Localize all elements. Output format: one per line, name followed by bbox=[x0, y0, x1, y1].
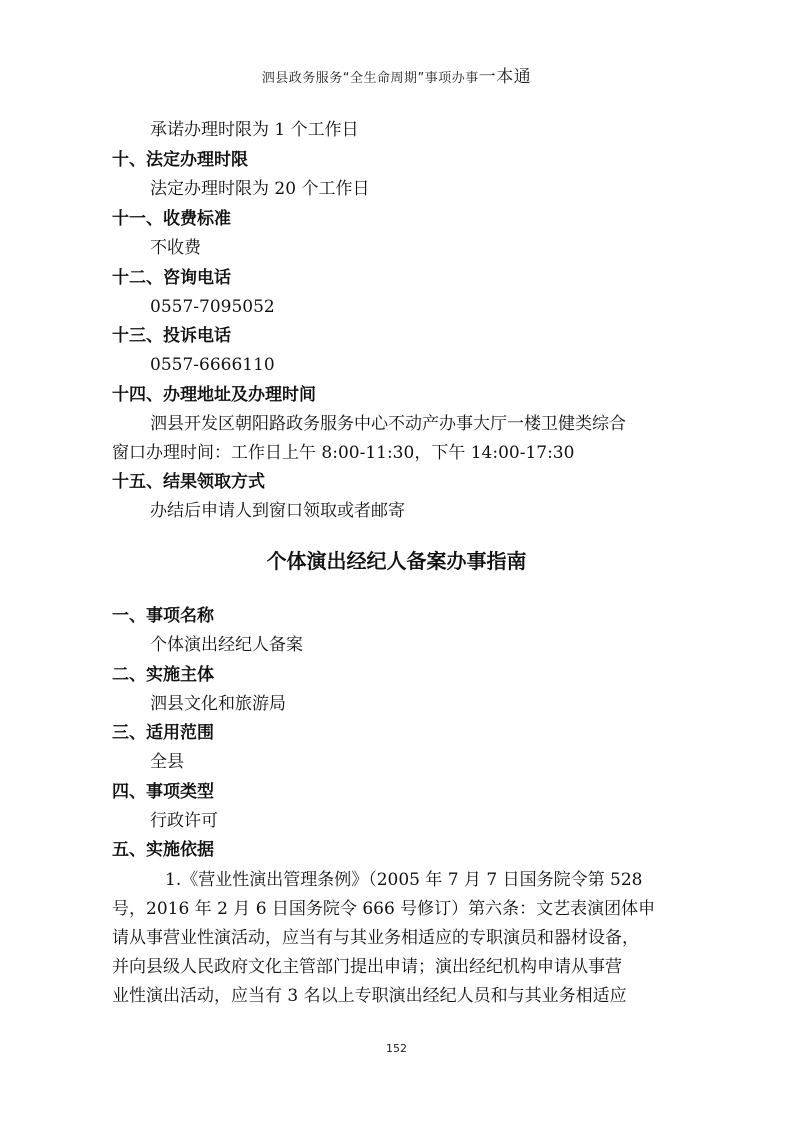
hours-text: 窗口办理时间：工作日上午 8:00-11:30，下午 14:00-17:30 bbox=[112, 443, 575, 463]
address-text: 泗县开发区朝阳路政务服务中心不动产办事大厅一楼卫健类综合 bbox=[150, 414, 626, 434]
legal-time-text: 法定办理时限为 20 个工作日 bbox=[150, 179, 370, 199]
heading-complaint-phone: 十三、投诉电话 bbox=[112, 326, 231, 346]
running-header bbox=[0, 62, 793, 87]
page-number: 152 bbox=[386, 1042, 407, 1055]
scope-text: 全县 bbox=[150, 752, 184, 772]
heading-consult-phone: 十二、咨询电话 bbox=[112, 268, 231, 288]
heading-item-name: 一、事项名称 bbox=[112, 606, 214, 626]
heading-scope: 三、适用范围 bbox=[112, 723, 214, 743]
heading-fee: 十一、收费标准 bbox=[112, 209, 231, 229]
basis-paragraph-line: 请从事营业性演活动，应当有与其业务相适应的专职演员和器材设备， bbox=[112, 928, 639, 948]
header-prefix: 泗县政务服务“全生命周期”事项办事 bbox=[261, 71, 479, 86]
complaint-phone-text: 0557-6666110 bbox=[150, 355, 275, 375]
basis-paragraph-line: 1.《营业性演出管理条例》（2005 年 7 月 7 日国务院令第 528 bbox=[165, 870, 643, 890]
heading-legal-basis: 五、实施依据 bbox=[112, 840, 214, 860]
header-suffix: 一本通 bbox=[478, 67, 532, 87]
heading-address-hours: 十四、办理地址及办理时间 bbox=[112, 385, 316, 405]
fee-text: 不收费 bbox=[150, 238, 201, 258]
consult-phone-text: 0557-7095052 bbox=[150, 297, 275, 317]
heading-result-pickup: 十五、结果领取方式 bbox=[112, 472, 265, 492]
guide-title: 个体演出经纪人备案办事指南 bbox=[266, 549, 527, 573]
implementing-body-text: 泗县文化和旅游局 bbox=[150, 694, 286, 714]
promise-time-text: 承诺办理时限为 1 个工作日 bbox=[150, 120, 359, 140]
item-name-text: 个体演出经纪人备案 bbox=[150, 635, 303, 655]
item-type-text: 行政许可 bbox=[150, 811, 218, 831]
heading-item-type: 四、事项类型 bbox=[112, 782, 214, 802]
basis-paragraph-line: 业性演出活动，应当有 3 名以上专职演出经纪人员和与其业务相适应 bbox=[112, 986, 627, 1006]
heading-legal-time: 十、法定办理时限 bbox=[112, 150, 248, 170]
heading-implementing-body: 二、实施主体 bbox=[112, 665, 214, 685]
basis-paragraph-line: 并向县级人民政府文化主管部门提出申请；演出经纪机构申请从事营 bbox=[112, 957, 622, 977]
result-pickup-text: 办结后申请人到窗口领取或者邮寄 bbox=[150, 501, 405, 521]
basis-paragraph-line: 号，2016 年 2 月 6 日国务院令 666 号修订）第六条：文艺表演团体申 bbox=[112, 899, 656, 919]
